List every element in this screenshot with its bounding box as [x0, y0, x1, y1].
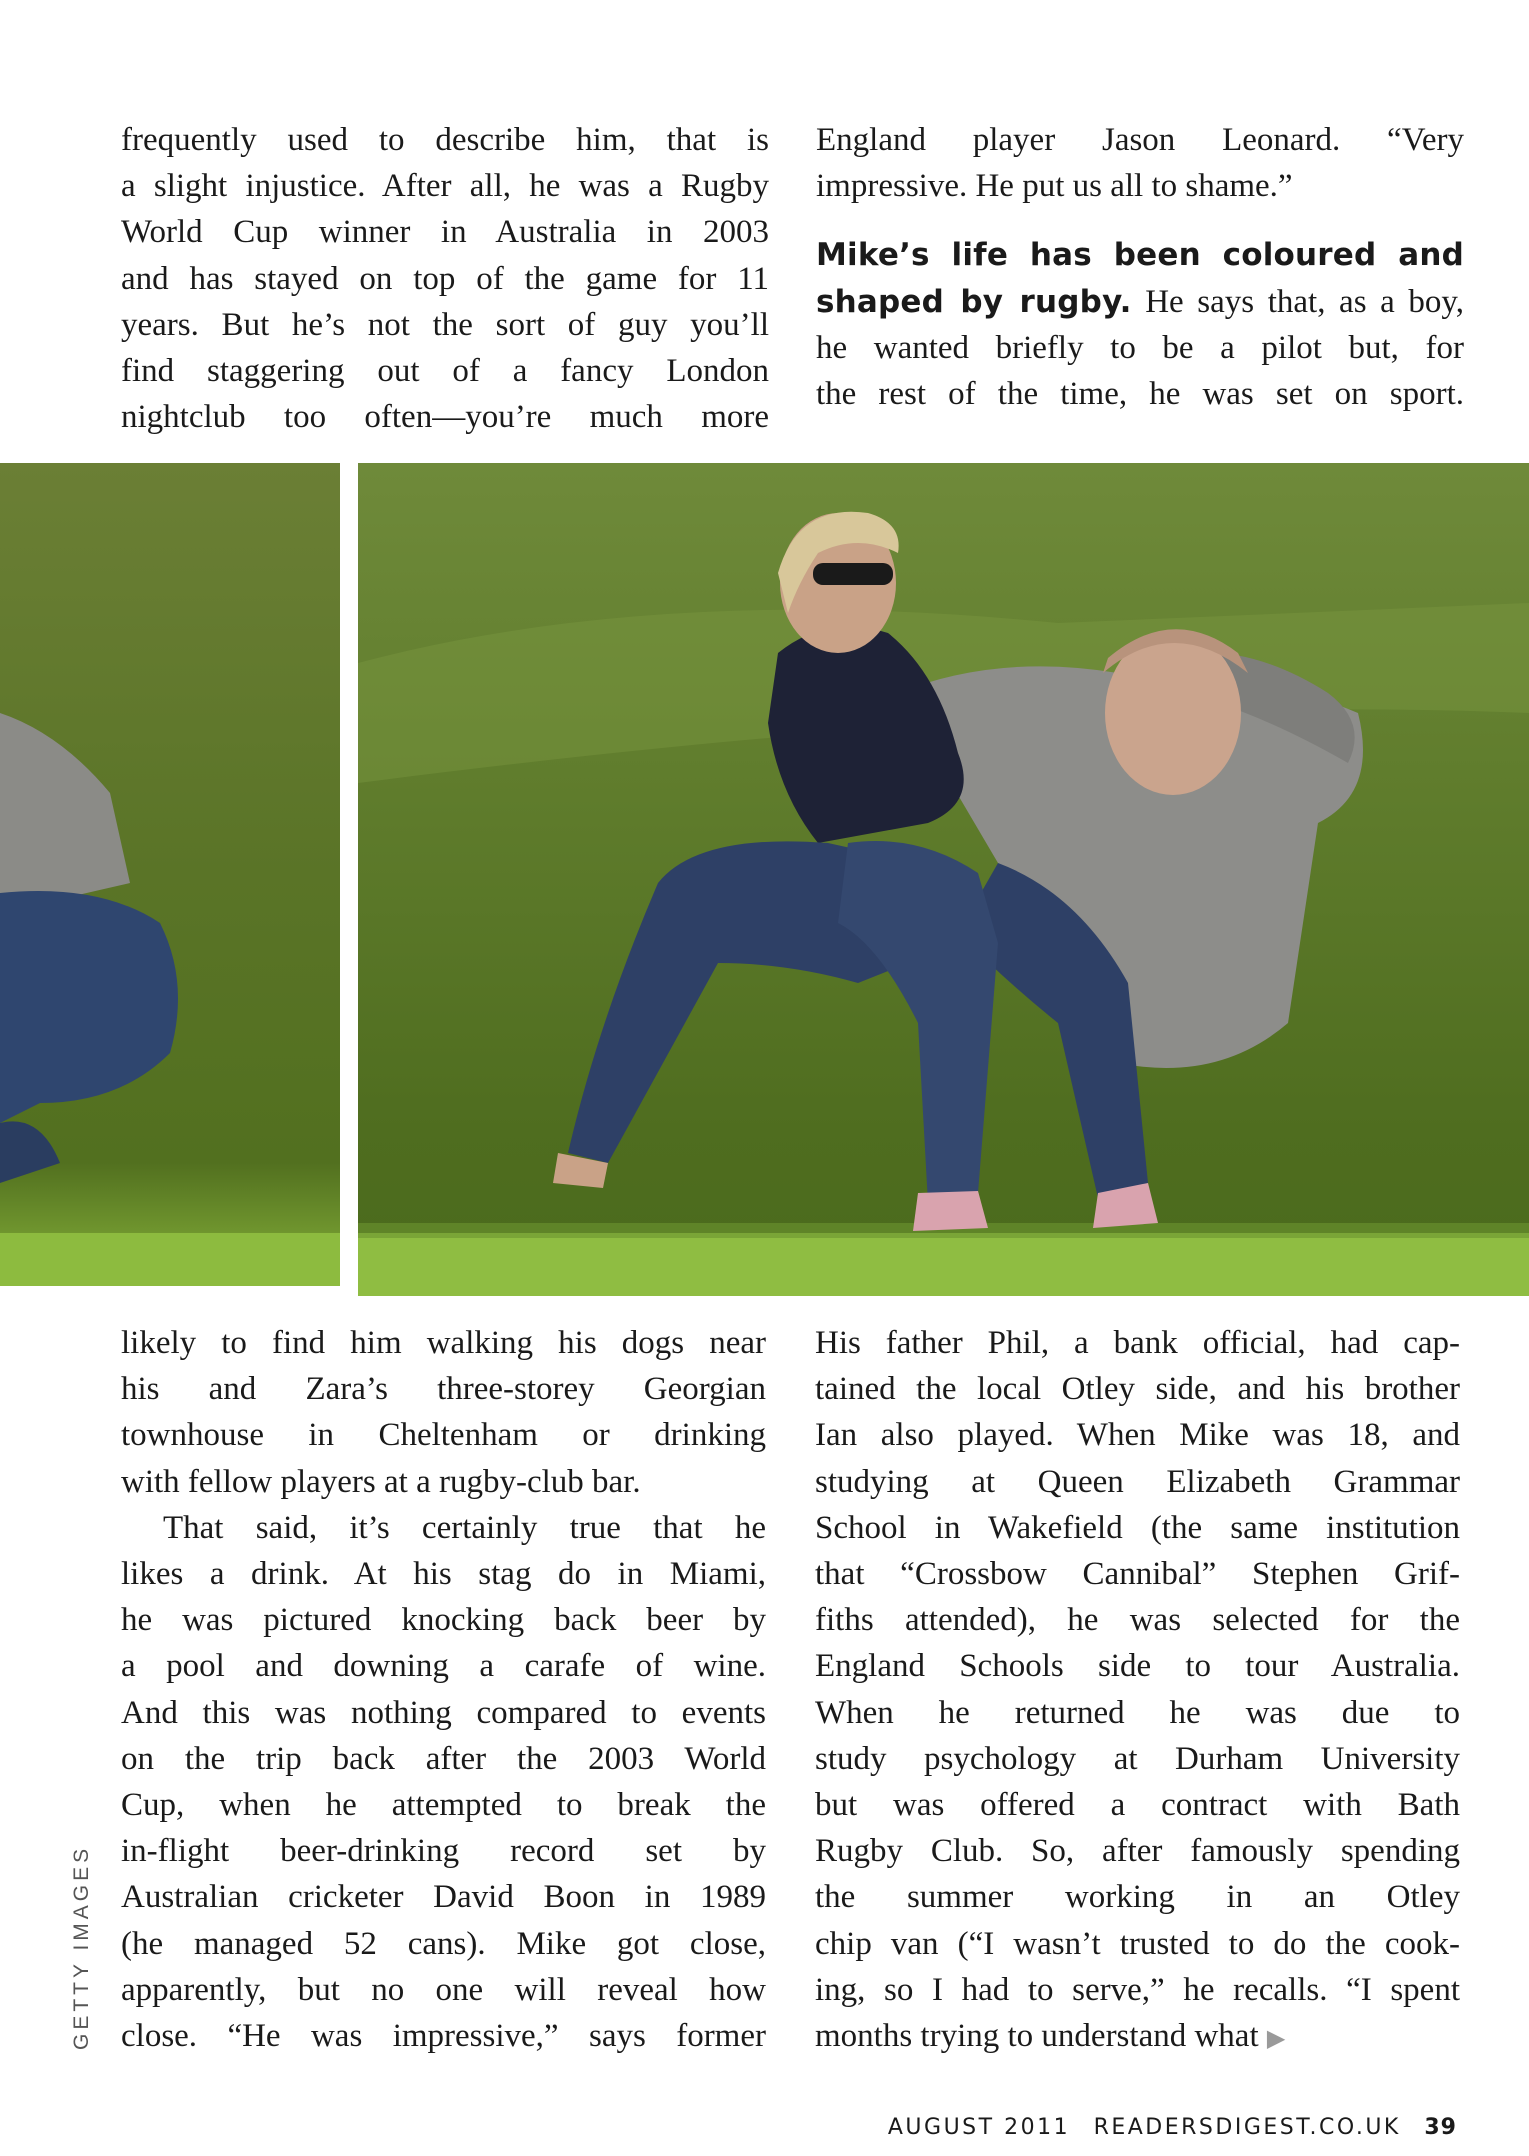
text-line: shaped by rugby. He says that, as a boy, — [816, 283, 1465, 320]
text-line: England player Jason Leonard. “Very — [816, 122, 1464, 158]
text-line: on the trip back after the 2003 World — [121, 1740, 766, 1777]
photo-credit: GETTY IMAGES — [70, 1844, 93, 2050]
text-line: apparently, but no one will reveal how — [121, 1971, 766, 2008]
text-line: fiths attended), he was selected for the — [815, 1602, 1460, 1639]
text-line: chip van (“I wasn’t trusted to do the cook- — [815, 1925, 1460, 1962]
text-line: tained the local Otley side, and his brother — [815, 1371, 1460, 1408]
photo-couple-on-grass — [358, 463, 1529, 1296]
text-line: Rugby Club. So, after famously spending — [815, 1833, 1460, 1870]
text-line: frequently used to describe him, that is — [121, 122, 769, 158]
bottom-left-column — [121, 1320, 766, 2059]
text-line: Cup, when he attempted to break the — [121, 1787, 766, 1824]
grass-photo-left — [0, 463, 340, 1286]
text-line: School in Wakefield (the same institution — [815, 1509, 1460, 1546]
text-line: Australian cricketer David Boon in 1989 — [121, 1879, 766, 1916]
text-line: close. “He was impressive,” says former — [121, 2018, 766, 2055]
text-line: the rest of the time, he was set on sport. — [816, 376, 1464, 413]
grass-photo-right — [358, 463, 1529, 1296]
text-line: a pool and downing a carafe of wine. — [121, 1648, 766, 1685]
text-line: likes a drink. At his stag do in Miami, — [121, 1556, 766, 1593]
text-line: townhouse in Cheltenham or drinking — [121, 1417, 766, 1454]
bottom-right-column — [815, 1320, 1460, 2062]
text-line: months trying to understand what ▶ — [815, 2018, 1286, 2055]
text-line: England Schools side to tour Australia. — [815, 1648, 1460, 1685]
page-footer — [888, 2115, 1457, 2140]
photo-left-crop — [0, 463, 340, 1286]
text-line: When he returned he was due to — [815, 1694, 1460, 1731]
text-line: with fellow players at a rugby-club bar. — [121, 1463, 641, 1500]
continue-arrow-icon: ▶ — [1266, 2026, 1286, 2053]
text-line: nightclub too often—you’re much more — [121, 399, 769, 436]
text-line: (he managed 52 cans). Mike got close, — [121, 1925, 766, 1962]
text-line: likely to find him walking his dogs near — [121, 1325, 766, 1361]
text-line: World Cup winner in Australia in 2003 — [121, 214, 769, 251]
text-line: impressive. He put us all to shame.” — [816, 168, 1293, 205]
text-line: His father Phil, a bank official, had cap- — [815, 1325, 1460, 1361]
section-lead: Mike’s life has been coloured and — [816, 237, 1464, 274]
text-line: a slight injustice. After all, he was a Rugby — [121, 168, 769, 205]
page-number: 39 — [1424, 2115, 1457, 2140]
section-lead-end: shaped by rugby. — [816, 283, 1132, 320]
text-line: he was pictured knocking back beer by — [121, 1602, 766, 1639]
top-left-column — [121, 117, 769, 440]
text-line: in-flight beer-drinking record set by — [121, 1833, 766, 1870]
footer-site: READERSDIGEST.CO.UK — [1093, 2115, 1401, 2140]
section-lead-line — [816, 232, 1464, 278]
text-line: his and Zara’s three-storey Georgian — [121, 1371, 766, 1408]
text-line: study psychology at Durham University — [815, 1740, 1460, 1777]
top-right-column — [816, 117, 1464, 417]
text-line: studying at Queen Elizabeth Grammar — [815, 1463, 1460, 1500]
footer-issue: AUGUST 2011 — [887, 2115, 1071, 2140]
text-line: find staggering out of a fancy London — [121, 353, 769, 390]
text-line: and has stayed on top of the game for 11 — [121, 260, 769, 297]
text-line: That said, it’s certainly true that he — [163, 1509, 766, 1546]
text-line: And this was nothing compared to events — [121, 1694, 766, 1731]
text-line: ing, so I had to serve,” he recalls. “I spent — [815, 1971, 1460, 2008]
text-line: that “Crossbow Cannibal” Stephen Grif- — [815, 1556, 1460, 1593]
text-line: years. But he’s not the sort of guy you’ll — [121, 306, 769, 343]
text-line: the summer working in an Otley — [815, 1879, 1460, 1916]
text-line: he wanted briefly to be a pilot but, for — [816, 329, 1464, 366]
text-line: but was offered a contract with Bath — [815, 1787, 1460, 1824]
text-line: Ian also played. When Mike was 18, and — [815, 1417, 1460, 1454]
